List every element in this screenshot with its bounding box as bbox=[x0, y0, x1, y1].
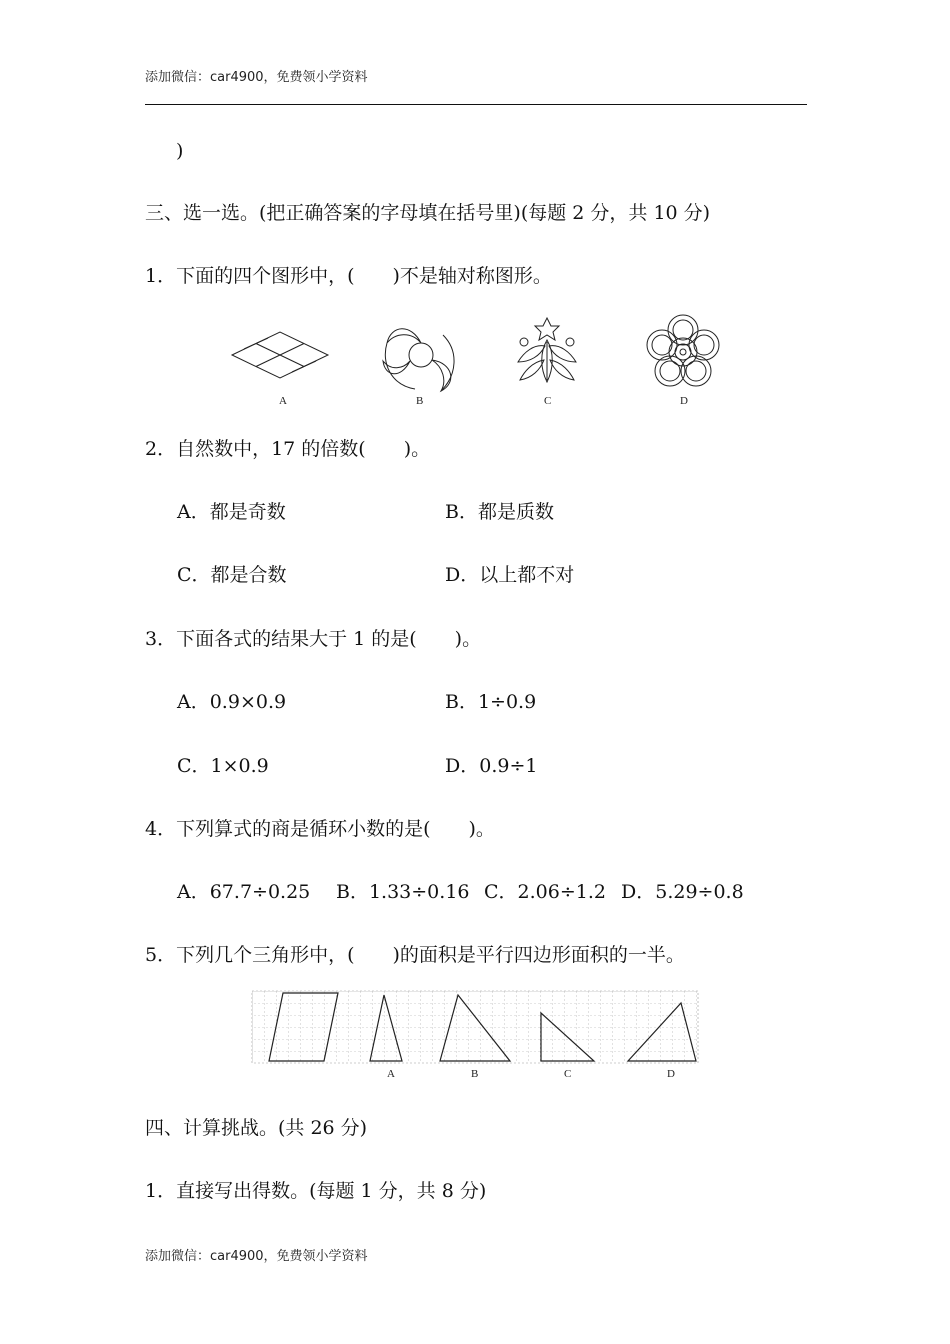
question-1-stem: 1．下面的四个图形中，( )不是轴对称图形。 bbox=[145, 265, 552, 287]
question-2-option-b: B．都是质数 bbox=[445, 501, 554, 523]
question-4-stem: 4．下列算式的商是循环小数的是( )。 bbox=[145, 818, 495, 840]
figure-d-flower-crest bbox=[645, 314, 721, 390]
grid-background bbox=[252, 991, 698, 1063]
triangle-d-label: D bbox=[667, 1068, 675, 1080]
question-3-option-d: D．0.9÷1 bbox=[445, 755, 538, 777]
triangle-c-label: C bbox=[564, 1068, 572, 1080]
section-4-question-1-stem: 1．直接写出得数。(每题 1 分，共 8 分) bbox=[145, 1180, 487, 1202]
question-2-option-a: A．都是奇数 bbox=[177, 501, 286, 523]
q5-grid-figure bbox=[252, 991, 698, 1063]
continuation-paren: ) bbox=[176, 140, 184, 162]
header-note: 添加微信：car4900，免费领小学资料 bbox=[145, 70, 368, 85]
question-3-stem: 3．下面各式的结果大于 1 的是( )。 bbox=[145, 628, 482, 650]
question-3-option-c: C．1×0.9 bbox=[177, 755, 269, 777]
question-5-stem: 5．下列几个三角形中，( )的面积是平行四边形面积的一半。 bbox=[145, 944, 685, 966]
question-4-option-c: C．2.06÷1.2 bbox=[484, 881, 606, 903]
question-3-option-a: A．0.9×0.9 bbox=[177, 691, 287, 713]
question-2-option-d: D．以上都不对 bbox=[445, 564, 575, 586]
triangle-a-label: A bbox=[387, 1068, 395, 1080]
question-2-stem: 2．自然数中，17 的倍数( )。 bbox=[145, 438, 431, 460]
question-4-option-a: A．67.7÷0.25 bbox=[177, 881, 311, 903]
footer-note: 添加微信：car4900，免费领小学资料 bbox=[145, 1249, 368, 1264]
question-4-option-b: B．1.33÷0.16 bbox=[336, 881, 470, 903]
figure-b-swirl bbox=[381, 313, 461, 393]
triangle-b-label: B bbox=[471, 1068, 479, 1080]
question-4-option-d: D．5.29÷0.8 bbox=[621, 881, 744, 903]
question-2-option-c: C．都是合数 bbox=[177, 564, 287, 586]
figure-a-rhombus bbox=[228, 328, 332, 382]
section-3-title: 三、选一选。(把正确答案的字母填在括号里)(每题 2 分，共 10 分) bbox=[145, 202, 711, 224]
section-4-title: 四、计算挑战。(共 26 分) bbox=[145, 1117, 368, 1139]
figure-d-label: D bbox=[680, 395, 688, 407]
header-rule bbox=[145, 104, 807, 105]
question-3-option-b: B．1÷0.9 bbox=[445, 691, 537, 713]
figure-c-label: C bbox=[544, 395, 552, 407]
figure-c-leaf-crest bbox=[512, 316, 582, 384]
figure-a-label: A bbox=[279, 395, 287, 407]
figure-b-label: B bbox=[416, 395, 424, 407]
